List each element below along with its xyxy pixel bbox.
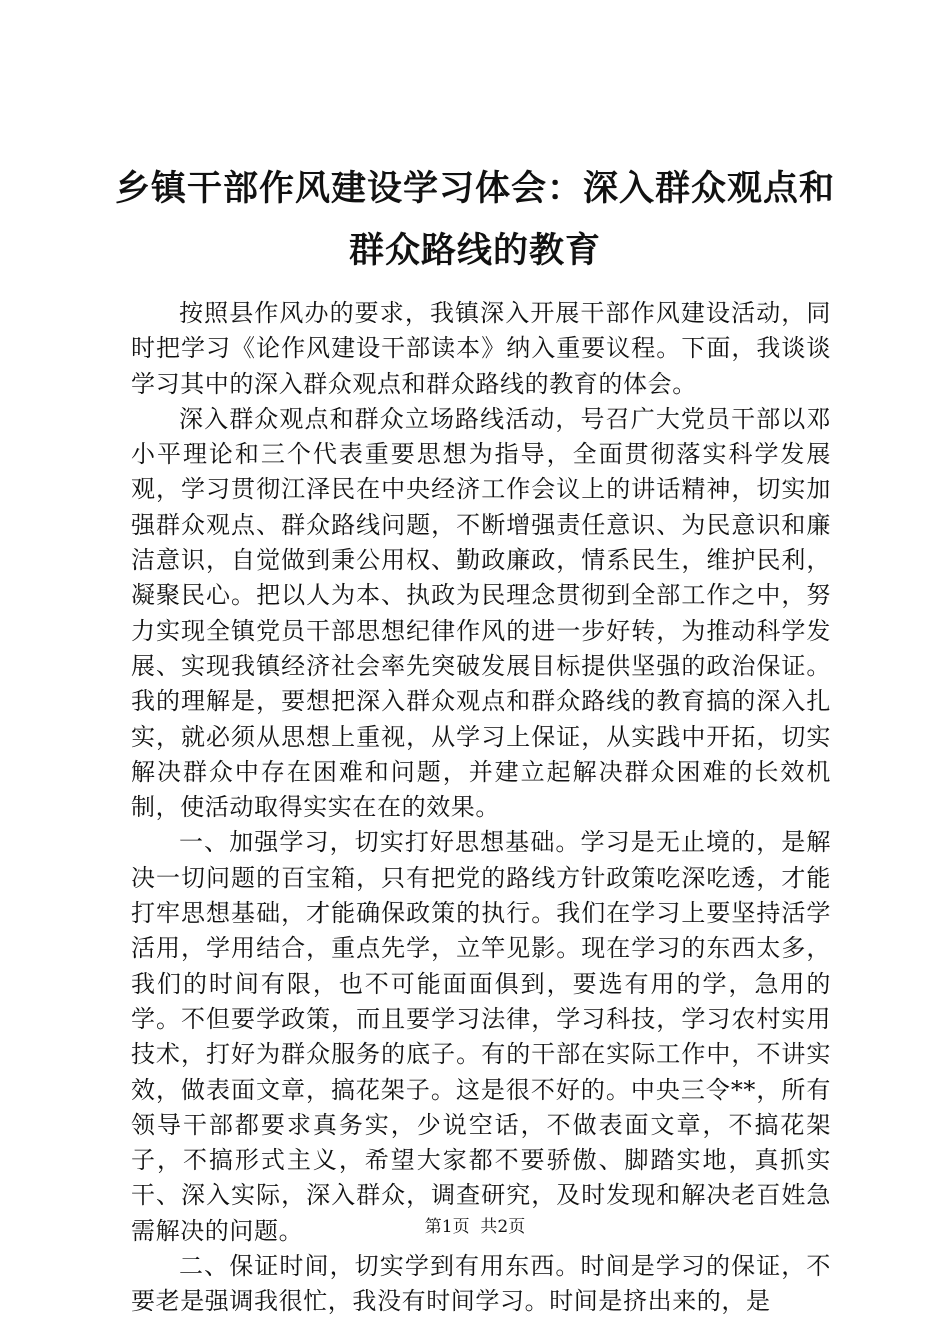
paragraph-point-two: 二、保证时间，切实学到有用东西。时间是学习的保证，不要老是强调我很忙，我没有时间学习。时间是挤出来的，是 [131, 1252, 831, 1316]
page-number: 第1页 [424, 1217, 470, 1237]
document-body [131, 296, 831, 1320]
paragraph-intro: 按照县作风办的要求，我镇深入开展干部作风建设活动，同时把学习《论作风建设干部读本》纳入重要议程。下面，我谈谈学习其中的深入群众观点和群众路线的教育的体会。 [131, 299, 831, 398]
page-footer [0, 1212, 950, 1237]
page-total: 共2页 [480, 1217, 526, 1237]
document-title: 乡镇干部作风建设学习体会：深入群众观点和群众路线的教育 [114, 169, 835, 271]
paragraph-point-one: 一、加强学习，切实打好思想基础。学习是无止境的，是解决一切问题的百宝箱，只有把党的路线方针政策吃深吃透，才能打牢思想基础，才能确保政策的执行。我们在学习上要坚持活学活用，学用结合，重点先学，立竿见影。现在学习的东西太多，我们的时间有限，也不可能面面俱到，要选有用的学，急用的学。不但要学政策，而且要学习法律，学习科技，学习农村实用技术，打好为群众服务的底子。有的干部在实际工作中，不讲实效，做表面文章，搞花架子。这是很不好的。中央三令**，所有领导干部都要求真务实，少说空话，不做表面文章，不搞花架子，不搞形式主义，希望大家都不要骄傲、脚踏实地，真抓实干、深入实际，深入群众，调查研究，及时发现和解决老百姓急需解决的问题。 [131, 828, 831, 1245]
paragraph-understanding: 深入群众观点和群众立场路线活动，号召广大党员干部以邓小平理论和三个代表重要思想为指导，全面贯彻落实科学发展观，学习贯彻江泽民在中央经济工作会议上的讲话精神，切实加强群众观点、群众路线问题，不断增强责任意识、为民意识和廉洁意识，自觉做到秉公用权、勤政廉政，情系民生，维护民利，凝聚民心。把以人为本、执政为民理念贯彻到全部工作之中，努力实现全镇党员干部思想纪律作风的进一步好转，为推动科学发展、实现我镇经济社会率先突破发展目标提供坚强的政治保证。我的理解是，要想把深入群众观点和群众路线的教育搞的深入扎实，就必须从思想上重视，从学习上保证，从实践中开拓，切实解决群众中存在困难和问题，并建立起解决群众困难的长效机制，使活动取得实实在在的效果。 [131, 404, 831, 822]
